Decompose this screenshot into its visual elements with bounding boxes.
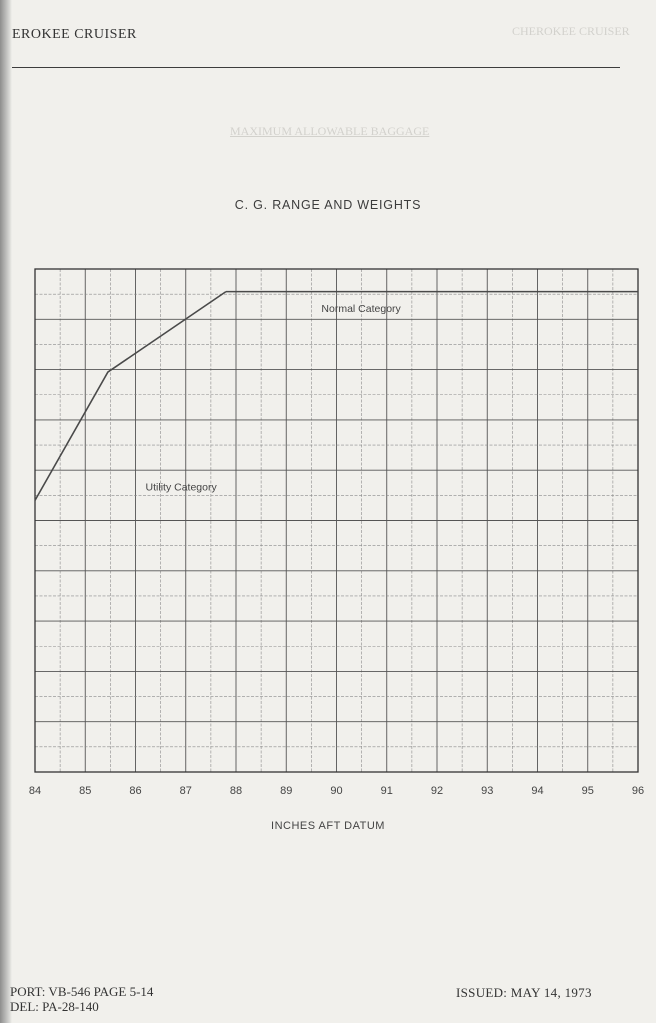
x-tick-label: 89	[280, 785, 293, 797]
x-tick-label: 92	[430, 785, 444, 797]
x-axis-label: INCHES AFT DATUM	[271, 820, 385, 832]
chart-title: C. G. RANGE AND WEIGHTS	[234, 198, 422, 212]
x-tick-labels	[29, 785, 644, 797]
x-tick-label: 95	[581, 785, 594, 797]
header-rule	[12, 67, 620, 68]
x-tick-label: 86	[129, 785, 142, 797]
report-number: PORT: VB-546 PAGE 5-14	[10, 984, 154, 999]
normal-category-label: Normal Category	[321, 302, 401, 315]
x-tick-label: 88	[229, 785, 243, 797]
header-title: EROKEE CRUISER	[12, 27, 137, 42]
cg-range-chart	[0, 255, 656, 815]
issue-date: ISSUED: MAY 14, 1973	[456, 985, 592, 1000]
model-number: DEL: PA-28-140	[10, 999, 99, 1014]
chart-grid	[35, 269, 638, 772]
x-tick-label: 91	[380, 785, 393, 797]
bleed-through-header: CHEROKEE CRUISER	[512, 24, 630, 38]
x-tick-label: 96	[631, 785, 645, 797]
x-tick-label: 90	[330, 785, 343, 797]
utility-category-label: Utility Category	[145, 481, 217, 494]
x-tick-label: 85	[79, 785, 92, 797]
x-tick-label: 84	[28, 785, 42, 797]
x-tick-label: 87	[179, 785, 192, 797]
x-tick-label: 93	[481, 785, 494, 797]
series-line-utility	[35, 292, 226, 501]
x-tick-label: 94	[531, 785, 544, 797]
chart-annotations	[146, 303, 402, 494]
bleed-through-heading: MAXIMUM ALLOWABLE BAGGAGE	[230, 124, 430, 138]
footer-left	[10, 984, 153, 1014]
